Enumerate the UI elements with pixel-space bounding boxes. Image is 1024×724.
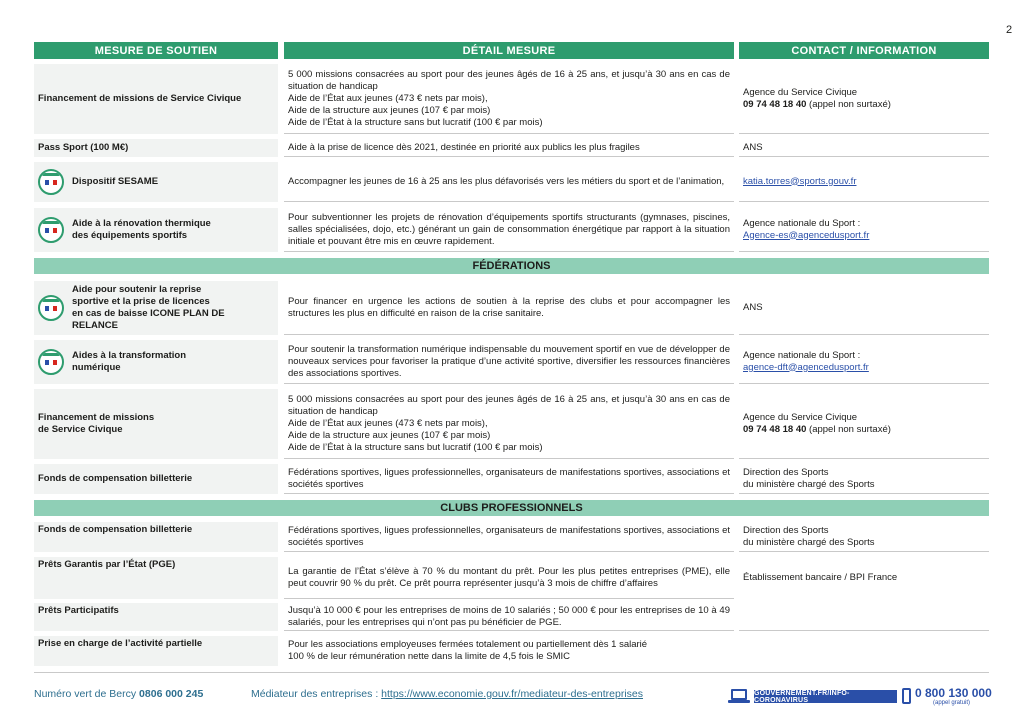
contact-line: Établissement bancaire / BPI France: [743, 572, 898, 583]
detail-line: Pour soutenir la transformation numérique indispensable du mouvement sportif en vue de développer de nouveaux services pour favoriser la pratique d’une activité sportive, diversifier les ressources financières des associations sportives.: [288, 343, 730, 379]
detail-cell: [284, 281, 734, 335]
measure-label: Dispositif SESAME: [72, 176, 159, 187]
free-call-note: (appel gratuit): [933, 700, 971, 706]
measure-cell: [34, 208, 278, 252]
measure-cell: [34, 389, 278, 459]
contact-line: ANS: [743, 301, 763, 313]
footer-mediator: [251, 688, 643, 700]
measure-label: Fonds de compensation billetterie: [38, 524, 193, 535]
detail-line: Aide de l’État aux jeunes (473 € nets par mois),: [288, 417, 488, 429]
contact-phone: 09 74 48 18 40: [743, 423, 807, 435]
footer-divider: [34, 672, 989, 673]
contact-email-link[interactable]: agence-dft@agencedusport.fr: [743, 361, 869, 373]
measure-label: de Service Civique: [38, 424, 123, 435]
measure-cell: [34, 522, 278, 552]
measure-label: des équipements sportifs: [72, 230, 188, 241]
section-federations: FÉDÉRATIONS: [34, 258, 989, 274]
table-row: [34, 281, 989, 335]
contact-line: Agence nationale du Sport :: [743, 349, 861, 361]
contact-line: du ministère chargé des Sports: [743, 478, 875, 490]
detail-line: Aide à la prise de licence dès 2021, destinée en priorité aux publics les plus fragiles: [288, 141, 640, 153]
measure-label: Aide à la rénovation thermique: [72, 218, 211, 229]
contact-line: ANS: [743, 141, 763, 153]
mediator-link[interactable]: https://www.economie.gouv.fr/mediateur-des-entreprises: [381, 688, 643, 700]
detail-line: Aide de l’État aux jeunes (473 € nets par mois),: [288, 92, 488, 104]
detail-cell: [284, 603, 734, 631]
table-row: [34, 603, 989, 631]
detail-cell: [284, 464, 734, 494]
table-row: [34, 389, 989, 459]
contact-line: Agence du Service Civique: [743, 86, 858, 98]
table-row: [34, 557, 989, 599]
detail-cell: [284, 64, 734, 134]
table-row: [34, 162, 989, 202]
bercy-label: Numéro vert de Bercy: [34, 688, 140, 700]
contact-phone-note: (appel non surtaxé): [806, 423, 891, 435]
detail-line: Jusqu’à 10 000 € pour les entreprises de moins de 10 salariés ; 50 000 € pour les entreprises de 10 à 49 salariés, pour les entreprises qui n’ont pas pu bénéficier de PGE.: [288, 604, 730, 628]
table-row: [34, 139, 989, 157]
france-relance-icon: [38, 349, 64, 375]
contact-line: Direction des Sports: [743, 466, 829, 478]
contact-cell: [739, 464, 989, 494]
gov-coronavirus-banner[interactable]: GOUVERNEMENT.FR/INFO-CORONAVIRUS: [754, 690, 897, 703]
detail-cell: [284, 522, 734, 552]
contact-cell: [739, 389, 989, 459]
detail-line: Aide de la structure aux jeunes (107 € par mois): [288, 104, 491, 116]
measure-cell: [34, 464, 278, 494]
contact-line: Agence du Service Civique: [743, 411, 858, 423]
table-row: [34, 64, 989, 134]
table-row: [34, 464, 989, 494]
detail-line: 5 000 missions consacrées au sport pour des jeunes âgés de 16 à 25 ans, et jusqu’à 30 ans en cas de situation de handicap: [288, 393, 730, 417]
detail-cell: [284, 389, 734, 459]
measure-cell: [34, 162, 278, 202]
contact-cell: [739, 281, 989, 335]
measure-cell: [34, 64, 278, 134]
detail-line: Pour subventionner les projets de rénovation d’équipements sportifs structurants (gymnases, piscines, salles spécialisées, dojo, etc.) générant un gain de consommation énergétique par rapport à la situation initiale et pouvant être mis en œuvre rapidement.: [288, 211, 730, 247]
contact-phone: 09 74 48 18 40: [743, 98, 807, 110]
contact-line: Direction des Sports: [743, 524, 829, 536]
measure-label: Financement de missions: [38, 412, 155, 423]
measure-label: Aides à la transformation: [72, 350, 187, 361]
detail-cell: [284, 139, 734, 157]
measure-cell: [34, 281, 278, 335]
measure-cell: [34, 340, 278, 384]
measure-label: Fonds de compensation billetterie: [38, 473, 193, 484]
france-relance-icon: [38, 295, 64, 321]
page-number: 2: [1006, 24, 1013, 36]
measure-label: Prêts Participatifs: [38, 605, 119, 616]
detail-cell: [284, 208, 734, 252]
bercy-number: 0806 000 245: [139, 688, 204, 700]
measure-label: Prise en charge de l’activité partielle: [38, 638, 203, 649]
section-clubs: CLUBS PROFESSIONNELS: [34, 500, 989, 516]
measure-label: numérique: [72, 362, 121, 373]
detail-cell: [284, 162, 734, 202]
table-row: [34, 208, 989, 252]
contact-line: Agence nationale du Sport :: [743, 217, 861, 229]
measure-cell: [34, 557, 278, 599]
contact-email-link[interactable]: Agence-es@agencedusport.fr: [743, 229, 870, 241]
measure-cell: [34, 636, 278, 666]
detail-line: Fédérations sportives, ligues professionnelles, organisateurs de manifestations sportives, associations et sociétés sportives: [288, 466, 730, 490]
table-row: [34, 636, 989, 666]
laptop-icon: [728, 689, 750, 703]
detail-line: Aide de la structure aux jeunes (107 € par mois): [288, 429, 491, 441]
detail-cell: [284, 636, 734, 666]
measure-cell: [34, 139, 278, 157]
measure-label: sportive et la prise de licences: [72, 296, 210, 307]
contact-line: du ministère chargé des Sports: [743, 536, 875, 548]
free-phone-number: 0 800 130 000: [915, 686, 992, 700]
contact-cell: [739, 636, 989, 666]
detail-line: Pour les associations employeuses fermées totalement ou partiellement dès 1 salarié: [288, 639, 648, 650]
contact-cell: [739, 557, 989, 599]
detail-line: 100 % de leur rémunération nette dans la limite de 4,5 fois le SMIC: [288, 651, 570, 662]
table-row: [34, 340, 989, 384]
contact-cell: [739, 522, 989, 552]
contact-cell: [739, 64, 989, 134]
contact-cell: [739, 162, 989, 202]
contact-cell: [739, 340, 989, 384]
measure-label: Financement de missions de Service Civique: [38, 93, 242, 104]
france-relance-icon: [38, 217, 64, 243]
detail-line: Accompagner les jeunes de 16 à 25 ans les plus défavorisés vers les métiers du sport et de l’animation,: [288, 175, 725, 187]
contact-phone-note: (appel non surtaxé): [806, 98, 891, 110]
header-measure: MESURE DE SOUTIEN: [34, 42, 278, 59]
table-row: [34, 522, 989, 552]
detail-line: Pour financer en urgence les actions de soutien à la reprise des clubs et pour accompagner les structures les plus en difficulté en raison de la crise sanitaire.: [288, 295, 730, 319]
contact-cell: [739, 603, 989, 631]
contact-cell: [739, 139, 989, 157]
phone-icon: [902, 688, 911, 704]
detail-cell: [284, 557, 734, 599]
header-detail: DÉTAIL MESURE: [284, 42, 734, 59]
measure-label: RELANCE: [72, 320, 118, 331]
detail-line: Fédérations sportives, ligues professionnelles, organisateurs de manifestations sportives, associations et sociétés sportives: [288, 524, 730, 548]
detail-line: Aide de l’État à la structure sans but lucratif (100 € par mois): [288, 441, 543, 453]
mediator-label: Médiateur des entreprises :: [251, 688, 382, 700]
measure-label: Aide pour soutenir la reprise: [72, 284, 202, 295]
measure-label: en cas de baisse ICONE PLAN DE: [72, 308, 225, 319]
france-relance-icon: [38, 169, 64, 195]
contact-email-link[interactable]: katia.torres@sports.gouv.fr: [743, 175, 857, 187]
contact-cell: [739, 208, 989, 252]
header-contact: CONTACT / INFORMATION: [739, 42, 989, 59]
measure-label: Pass Sport (100 M€): [38, 142, 129, 153]
detail-cell: [284, 340, 734, 384]
footer-bercy: [34, 688, 203, 700]
detail-line: Aide de l’État à la structure sans but lucratif (100 € par mois): [288, 116, 543, 128]
measure-label: Prêts Garantis par l’État (PGE): [38, 559, 176, 570]
detail-line: La garantie de l’État s’élève à 70 % du montant du prêt. Pour les plus petites entreprises (PME), elle peut couvrir 90 % du prêt. Ce prêt pourra représenter jusqu’à 3 mois de chiffre d’affaires: [288, 565, 730, 589]
measure-cell: [34, 603, 278, 631]
detail-line: 5 000 missions consacrées au sport pour des jeunes âgés de 16 à 25 ans, et jusqu’à 30 ans en cas de situation de handicap: [288, 68, 730, 92]
